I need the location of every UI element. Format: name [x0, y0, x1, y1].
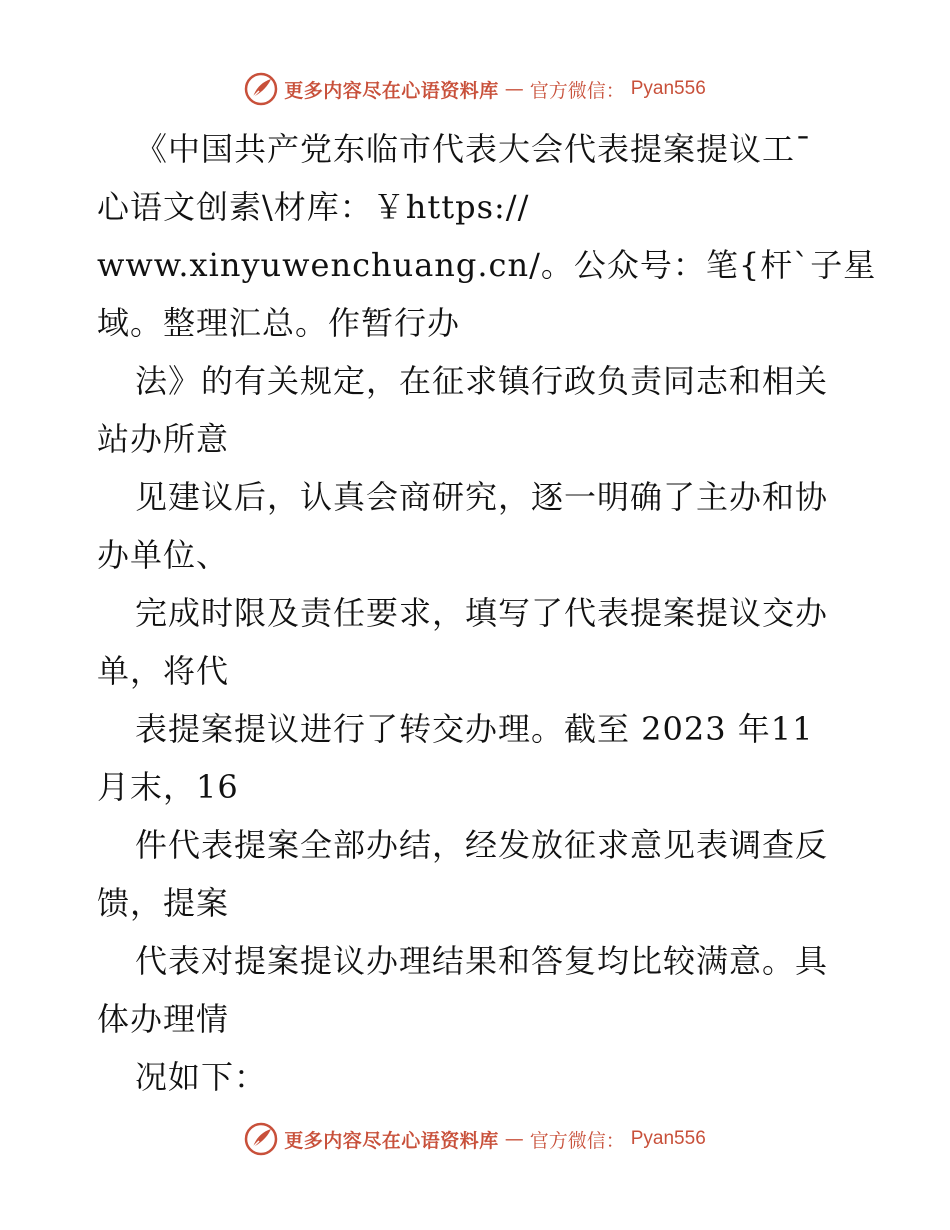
text-line: 域。整理汇总。作暂行办 [97, 304, 461, 342]
text-line: 见建议后，认真会商研究，逐一明确了主办和协 [135, 478, 829, 516]
banner-wechat-id: Pyan556 [630, 78, 706, 99]
banner-wechat-id: Pyan556 [630, 1128, 706, 1149]
text-line: 代表对提案提议办理结果和答复均比较满意。具 [135, 942, 829, 980]
banner-separator: — [504, 1128, 524, 1150]
text-line: 表提案提议进行了转交办理。截至 2023 年11 [135, 710, 814, 748]
banner-wechat-label: 官方微信： [529, 1129, 625, 1152]
banner-separator: — [504, 78, 524, 100]
text-line: 《中国共产党东临市代表大会代表提案提议工¯ [135, 130, 813, 168]
text-line: 况如下： [135, 1058, 268, 1096]
quill-logo-icon [244, 1122, 278, 1156]
footer-banner [0, 1122, 950, 1156]
text-line: 件代表提案全部办结，经发放征求意见表调查反 [135, 826, 829, 864]
header-banner [0, 72, 950, 106]
quill-logo-icon [244, 72, 278, 106]
text-line: 心语文创素\材库：￥https:// [97, 188, 530, 226]
text-line: 月末，16 [97, 768, 239, 806]
text-line: 办单位、 [97, 536, 230, 574]
banner-text: 更多内容尽在心语资料库 [284, 79, 499, 102]
banner-text: 更多内容尽在心语资料库 [284, 1129, 499, 1152]
text-line: www.xinyuwenchuang.cn/。公众号：笔{杆`子星 [97, 246, 877, 284]
document-body [97, 120, 877, 1106]
text-line: 馈，提案 [97, 884, 230, 922]
text-line: 完成时限及责任要求，填写了代表提案提议交办 [135, 594, 829, 632]
text-line: 法》的有关规定，在征求镇行政负责同志和相关 [135, 362, 829, 400]
text-line: 体办理情 [97, 1000, 230, 1038]
text-line: 站办所意 [97, 420, 230, 458]
banner-wechat-label: 官方微信： [529, 79, 625, 102]
text-line: 单，将代 [97, 652, 230, 690]
